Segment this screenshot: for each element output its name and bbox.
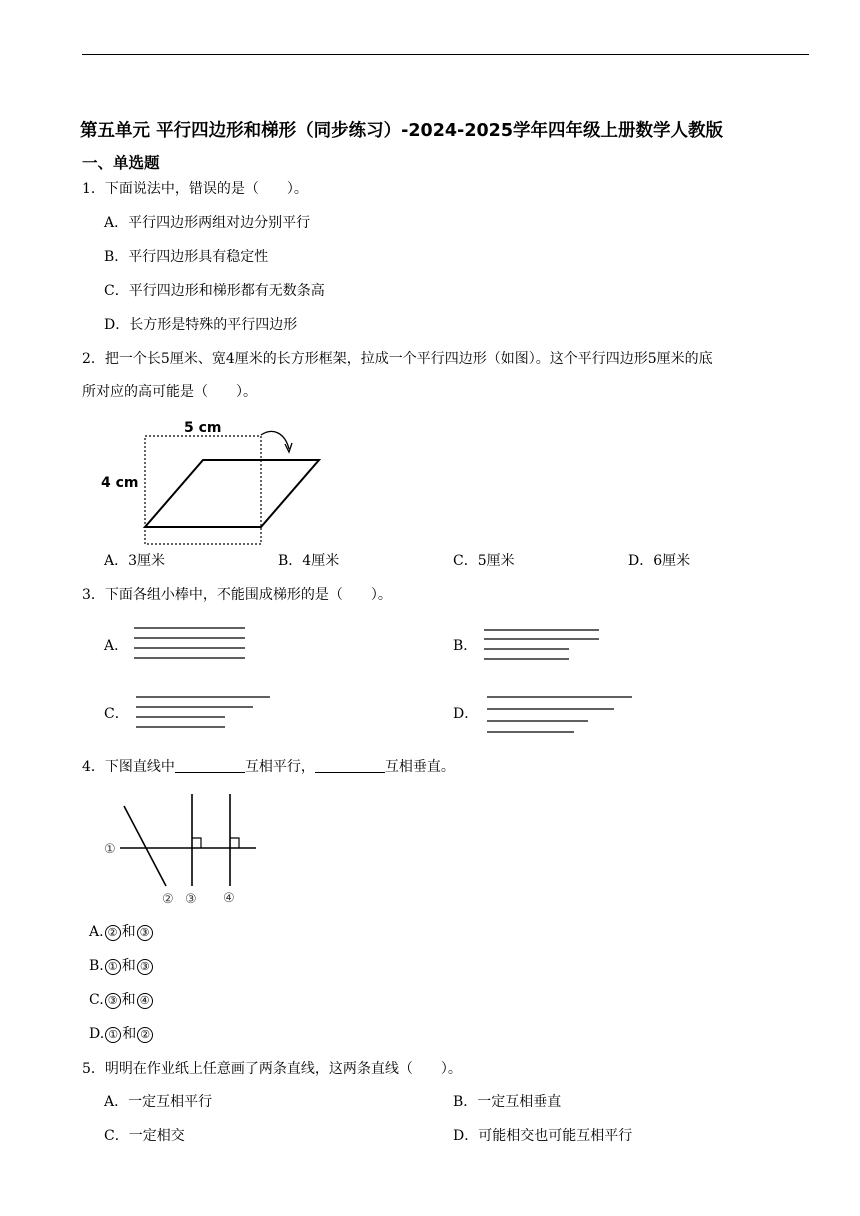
q4-option-c[interactable]: C. ③ 和 ④ <box>89 993 154 1009</box>
right-angle-mark-3 <box>192 838 201 848</box>
q3-option-d-label[interactable]: D． <box>453 706 479 722</box>
q2-option-c[interactable]: C．5厘米 <box>453 553 515 569</box>
label-4: ④ <box>223 891 235 906</box>
q3-option-c-sticks <box>135 696 275 732</box>
label-1: ① <box>104 842 116 857</box>
height-label: 4 cm <box>101 475 139 491</box>
q5-option-d[interactable]: D．可能相交也可能互相平行 <box>453 1128 633 1144</box>
q3-option-c-label[interactable]: C． <box>104 706 129 722</box>
q1-option-d[interactable]: D．长方形是特殊的平行四边形 <box>104 317 298 333</box>
q3-option-d-sticks <box>486 696 636 736</box>
q1-option-a[interactable]: A．平行四边形两组对边分别平行 <box>104 215 311 231</box>
q4-blank-2[interactable] <box>315 758 385 773</box>
q3-option-b-label[interactable]: B． <box>453 638 478 654</box>
q4-stem <box>82 758 455 774</box>
width-label: 5 cm <box>184 420 222 436</box>
q5-stem: 5．明明在作业纸上任意画了两条直线，这两条直线（ ）。 <box>82 1061 462 1077</box>
q4-stem-c: 互相垂直。 <box>384 759 455 775</box>
q5-option-c[interactable]: C．一定相交 <box>104 1128 185 1144</box>
q2-option-a[interactable]: A．3厘米 <box>104 553 166 569</box>
label-2: ② <box>162 892 174 907</box>
q5-option-a[interactable]: A．一定互相平行 <box>104 1094 213 1110</box>
label-3: ③ <box>185 892 197 907</box>
q4-stem-b: 互相平行， <box>244 759 315 775</box>
q4-option-d[interactable]: D. ① 和 ② <box>89 1027 154 1043</box>
q4-blank-1[interactable] <box>175 758 245 773</box>
q3-stem: 3．下面各组小棒中，不能围成梯形的是（ ）。 <box>82 587 392 603</box>
q4-option-b[interactable]: B. ① 和 ③ <box>89 959 154 975</box>
q3-option-b-sticks <box>483 629 603 665</box>
q2-option-b[interactable]: B．4厘米 <box>278 553 340 569</box>
rotation-arrow <box>261 431 289 449</box>
q2-stem-line1: 2．把一个长5厘米、宽4厘米的长方形框架，拉成一个平行四边形（如图）。这个平行四边形5厘米的底 <box>82 351 713 367</box>
right-angle-mark-4 <box>230 838 239 848</box>
q4-stem-a: 4．下图直线中 <box>82 759 175 775</box>
header-rule <box>82 54 809 55</box>
q2-parallelogram-figure <box>95 415 335 535</box>
line-2 <box>124 806 166 886</box>
page-title: 第五单元 平行四边形和梯形（同步练习）-2024-2025学年四年级上册数学人教版 <box>80 121 724 141</box>
q1-option-b[interactable]: B．平行四边形具有稳定性 <box>104 249 269 265</box>
parallelogram <box>145 460 319 527</box>
q4-option-a[interactable]: A. ② 和 ③ <box>89 925 154 941</box>
q2-stem-line2: 所对应的高可能是（ ）。 <box>82 384 257 400</box>
q2-option-d[interactable]: D．6厘米 <box>628 553 691 569</box>
q4-lines-figure <box>100 790 270 910</box>
q1-option-c[interactable]: C．平行四边形和梯形都有无数条高 <box>104 283 325 299</box>
q1-stem: 1．下面说法中，错误的是（ ）。 <box>82 181 308 197</box>
section-heading: 一、单选题 <box>82 154 160 172</box>
q3-option-a-sticks <box>133 627 248 667</box>
q3-option-a-label[interactable]: A． <box>104 638 129 654</box>
q5-option-b[interactable]: B．一定互相垂直 <box>453 1094 562 1110</box>
